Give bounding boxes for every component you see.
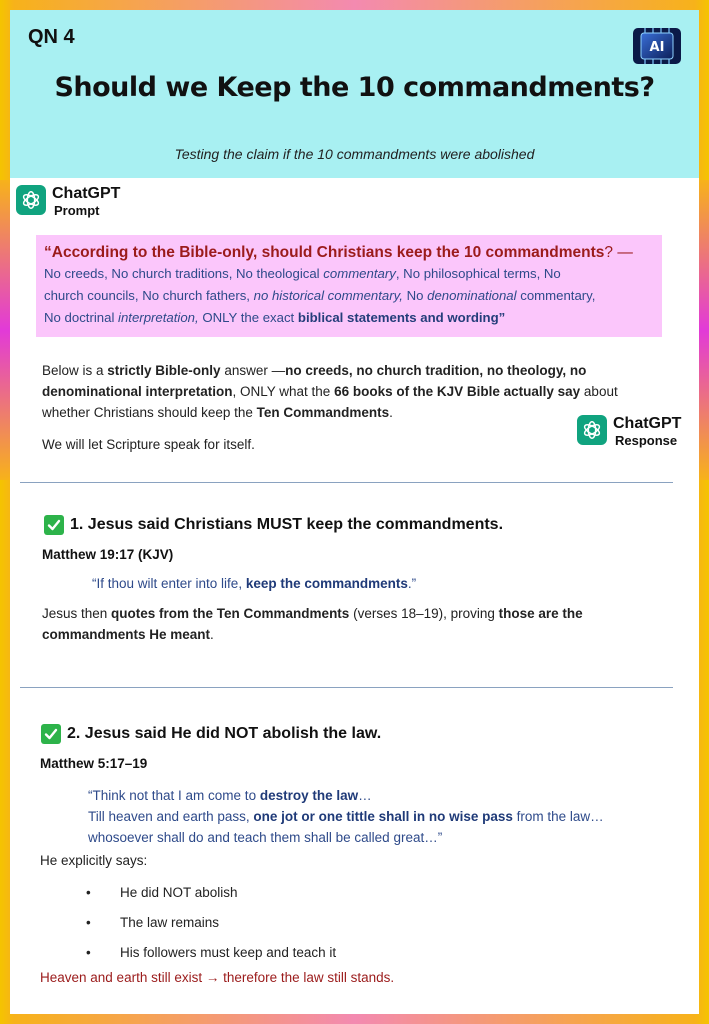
left-border-glow (0, 180, 10, 480)
chatgpt-response-label (577, 415, 681, 448)
header-banner (10, 10, 699, 178)
response-caption: Response (615, 433, 678, 448)
closing-statement: Heaven and earth still exist → therefore the law still stands. (40, 970, 395, 985)
document-sheet (10, 10, 699, 1014)
section2-lead: He explicitly says: (40, 853, 148, 868)
section1-quote: “If thou wilt enter into life, keep the commandments.” (92, 576, 417, 591)
bullet-icon: • (86, 945, 91, 960)
section2-quote: “Think not that I am come to destroy the law… Till heaven and earth pass, one jot or one tittle shall in no wise pass from the law… whosoever shall do and teach them shall be called great…” (88, 788, 604, 845)
prompt-caption: Prompt (54, 203, 100, 218)
section1-heading: 1. Jesus said Christians MUST keep the commandments. (44, 515, 503, 535)
chatgpt-logo-icon (577, 415, 607, 445)
chatgpt-logo-icon (16, 185, 46, 215)
page-subtitle: Testing the claim if the 10 commandments were abolished (174, 146, 535, 162)
section-divider (20, 482, 673, 483)
prompt-conditions: No creeds, No church traditions, No theological commentary, No philosophical terms, No church councils, No church fathers, no historical commentary, No denominational commentary, No doctrinal interpretation, ONLY the exact biblical statements and wording” (44, 266, 596, 325)
bullet-icon: • (86, 915, 91, 930)
prompt-box (36, 235, 662, 337)
chatgpt-prompt-label (16, 185, 120, 218)
check-mark-icon (44, 515, 64, 535)
list-item: • He did NOT abolish (70, 883, 336, 913)
bullet-icon: • (86, 885, 91, 900)
check-mark-icon (41, 724, 61, 744)
ai-chip-icon (629, 24, 685, 68)
section1-explanation: Jesus then quotes from the Ten Commandments (verses 18–19), proving those are the commandments He meant. (42, 606, 583, 642)
section-divider (20, 687, 673, 688)
list-item: • The law remains (70, 913, 336, 943)
section2-reference: Matthew 5:17–19 (40, 756, 148, 771)
section2-bullet-list (70, 883, 336, 973)
page-title: Should we Keep the 10 commandments? (54, 72, 655, 103)
intro-paragraph: Below is a strictly Bible-only answer —no creeds, no church tradition, no theology, no denominational interpretation, ONLY what the 66 books of the KJV Bible actually say about whether Christians should keep the Ten Commandments. (42, 363, 618, 420)
section1-reference: Matthew 19:17 (KJV) (42, 547, 174, 562)
question-number: QN 4 (28, 26, 75, 48)
chatgpt-name: ChatGPT (52, 185, 121, 202)
right-border-glow (699, 180, 709, 480)
prompt-question: “According to the Bible-only, should Christians keep the 10 commandments? — (44, 244, 633, 261)
ai-badge-text: AI (649, 40, 665, 55)
chatgpt-name: ChatGPT (613, 415, 682, 432)
intro-closing: We will let Scripture speak for itself. (42, 437, 255, 452)
list-item: • His followers must keep and teach it (70, 943, 336, 973)
section2-heading: 2. Jesus said He did NOT abolish the law. (41, 724, 381, 744)
